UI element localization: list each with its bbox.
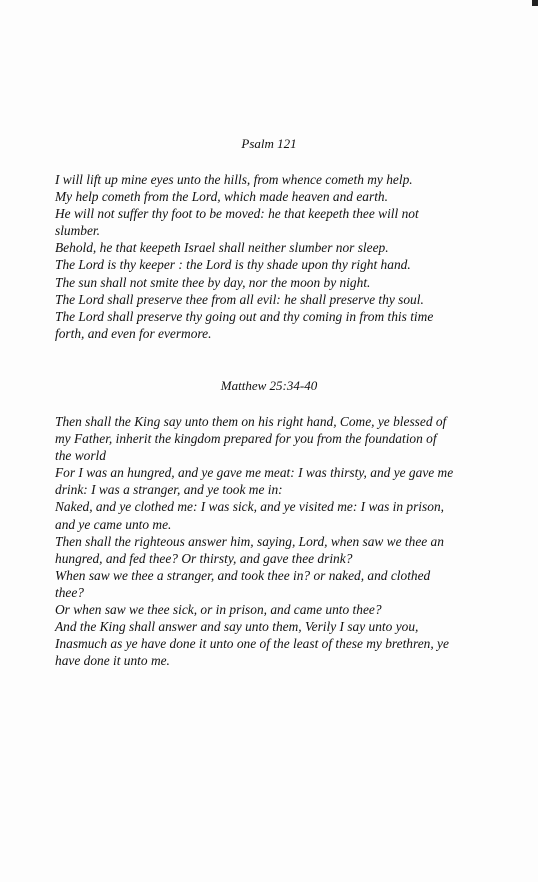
scan-corner-mark [532,0,538,6]
psalm-line: The sun shall not smite thee by day, nor the moon by night. [55,274,371,290]
matthew-line: When saw we thee a stranger, and took thee in? or naked, and clothed [55,567,431,583]
psalm-line: I will lift up mine eyes unto the hills, from whence cometh my help. [55,172,413,187]
psalm-line: slumber. [55,223,101,239]
matthew-line: thee? [55,584,84,600]
matthew-title: Matthew 25:34-40 [220,378,318,393]
psalm-line: The Lord shall preserve thy going out and thy coming in from this time [55,308,434,324]
psalm-line: Behold, he that keepeth Israel shall neither slumber nor sleep. [55,240,389,256]
psalm-line: My help cometh from the Lord, which made heaven and earth. [55,189,388,205]
matthew-line: have done it unto me. [55,653,170,669]
matthew-line: and ye came unto me. [55,516,172,532]
psalm-line: forth, and even for evermore. [55,325,212,341]
matthew-line: the world [55,448,106,464]
matthew-line: Then shall the King say unto them on his right hand, Come, ye blessed of [55,414,447,429]
matthew-line: Or when saw we thee sick, or in prison, and came unto thee? [55,602,382,618]
matthew-line: drink: I was a stranger, and ye took me in: [55,482,283,498]
matthew-line: Naked, and ye clothed me: I was sick, and ye visited me: I was in prison, [55,499,444,515]
matthew-line: Inasmuch as ye have done it unto one of the least of these my brethren, ye [55,636,449,652]
psalm-line: The Lord is thy keeper : the Lord is thy shade upon thy right hand. [55,257,411,273]
matthew-line: Then shall the righteous answer him, saying, Lord, when saw we thee an [55,533,444,549]
psalm-title: Psalm 121 [241,136,297,151]
matthew-line: And the King shall answer and say unto them, Verily I say unto you, [55,619,419,635]
matthew-line: For I was an hungred, and ye gave me meat: I was thirsty, and ye gave me [55,465,454,481]
psalm-text [55,171,495,342]
psalm-line: The Lord shall preserve thee from all evil: he shall preserve thy soul. [55,291,424,307]
matthew-line: my Father, inherit the kingdom prepared for you from the foundation of [55,431,437,447]
matthew-line: hungred, and fed thee? Or thirsty, and gave thee drink? [55,550,353,566]
matthew-text [55,413,495,669]
psalm-line: He will not suffer thy foot to be moved: he that keepeth thee will not [55,206,419,222]
